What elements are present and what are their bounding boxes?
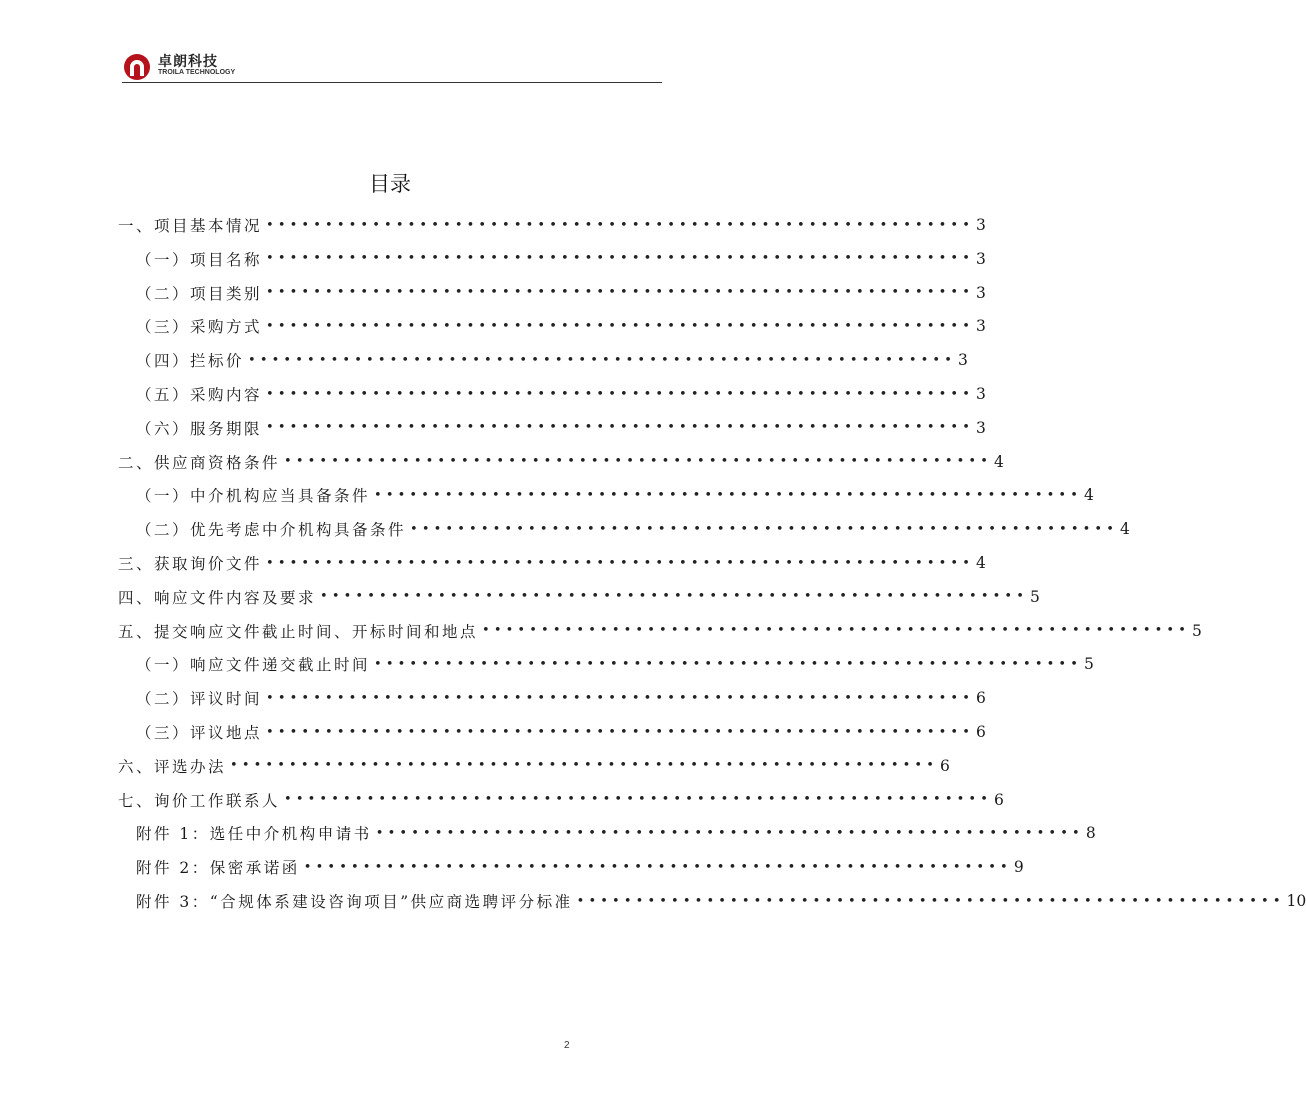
toc-dot-leader: • • • • • • • • • • • • • • • • • • • • • • • • • • • • • • • • • • • • • • • • • • • • • • • • • • • • • • • • • • • • [320, 589, 1024, 605]
toc-entry-page: 3 [976, 283, 986, 302]
toc-entry-page: 8 [1085, 824, 1096, 843]
toc-entry-title: （一）项目名称 [136, 250, 263, 269]
toc-entry-page: 3 [976, 216, 986, 234]
toc-entry-title: 七、询价工作联系人 [118, 791, 281, 810]
toc-dot-leader: • • • • • • • • • • • • • • • • • • • • • • • • • • • • • • • • • • • • • • • • • • • • • • • • • • • • • • • • • • • • [284, 792, 988, 808]
toc-dot-leader: • • • • • • • • • • • • • • • • • • • • • • • • • • • • • • • • • • • • • • • • • • • • • • • • • • • • • • • • • • • • [266, 724, 970, 740]
toc-entry[interactable] [136, 886, 1306, 916]
toc-entry-page: 4 [994, 452, 1004, 471]
toc-entry-page: 6 [976, 723, 986, 741]
toc-dot-leader: • • • • • • • • • • • • • • • • • • • • • • • • • • • • • • • • • • • • • • • • • • • • • • • • • • • • • • • • • • • • [248, 352, 952, 368]
toc-entry-page: 9 [1013, 858, 1024, 877]
toc-dot-leader: • • • • • • • • • • • • • • • • • • • • • • • • • • • • • • • • • • • • • • • • • • • • • • • • • • • • • • • • • • • • [266, 420, 970, 436]
toc-entry[interactable] [136, 717, 986, 747]
toc-entry-page: 3 [976, 249, 986, 268]
toc-entry-title: 附件 3：“合规体系建设咨询项目”供应商选聘评分标准 [136, 893, 573, 911]
toc-entry-title: 附件 2：保密承诺函 [136, 859, 300, 878]
toc-dot-leader: • • • • • • • • • • • • • • • • • • • • • • • • • • • • • • • • • • • • • • • • • • • • • • • • • • • • • • • • • • • • [266, 285, 970, 301]
toc-dot-leader: • • • • • • • • • • • • • • • • • • • • • • • • • • • • • • • • • • • • • • • • • • • • • • • • • • • • • • • • • • • • [375, 825, 1080, 841]
toc-dot-leader: • • • • • • • • • • • • • • • • • • • • • • • • • • • • • • • • • • • • • • • • • • • • • • • • • • • • • • • • • • • • [230, 758, 934, 774]
toc-dot-leader: • • • • • • • • • • • • • • • • • • • • • • • • • • • • • • • • • • • • • • • • • • • • • • • • • • • • • • • • • • • • [266, 251, 970, 267]
toc-entry[interactable] [136, 379, 986, 409]
toc-dot-leader: • • • • • • • • • • • • • • • • • • • • • • • • • • • • • • • • • • • • • • • • • • • • • • • • • • • • • • • • • • • • [266, 555, 970, 571]
toc-entry-title: 六、评选办法 [118, 757, 227, 776]
toc-entry[interactable] [118, 751, 950, 781]
toc-dot-leader: • • • • • • • • • • • • • • • • • • • • • • • • • • • • • • • • • • • • • • • • • • • • • • • • • • • • • • • • • • • • [266, 217, 970, 233]
toc-entry[interactable] [136, 413, 986, 443]
toc-entry[interactable] [118, 616, 1202, 646]
toc-entry-page: 5 [1030, 587, 1040, 606]
toc-entry-title: （三）评议地点 [136, 724, 263, 742]
toc-entry-page: 3 [976, 317, 986, 336]
page-number: 2 [564, 1040, 570, 1051]
toc-entry[interactable] [136, 480, 1094, 510]
toc-entry-title: （一）响应文件递交截止时间 [136, 656, 371, 675]
toc-dot-leader: • • • • • • • • • • • • • • • • • • • • • • • • • • • • • • • • • • • • • • • • • • • • • • • • • • • • • • • • • • • • [374, 656, 1078, 672]
toc-entry-page: 3 [958, 351, 968, 370]
toc-entry-title: 附件 1：选任中介机构申请书 [136, 825, 372, 844]
toc-entry-title: 五、提交响应文件截止时间、开标时间和地点 [118, 622, 479, 641]
toc-entry-title: （六）服务期限 [136, 419, 263, 438]
toc-dot-leader: • • • • • • • • • • • • • • • • • • • • • • • • • • • • • • • • • • • • • • • • • • • • • • • • • • • • • • • • • • • • [303, 859, 1008, 875]
toc-entry-page: 6 [940, 756, 950, 775]
toc-dot-leader: • • • • • • • • • • • • • • • • • • • • • • • • • • • • • • • • • • • • • • • • • • • • • • • • • • • • • • • • • • • • [284, 454, 988, 470]
toc-dot-leader: • • • • • • • • • • • • • • • • • • • • • • • • • • • • • • • • • • • • • • • • • • • • • • • • • • • • • • • • • • • • [482, 623, 1186, 639]
header-divider [122, 82, 662, 83]
brand-name-en: TROILA TECHNOLOGY [158, 69, 236, 76]
toc-dot-leader: • • • • • • • • • • • • • • • • • • • • • • • • • • • • • • • • • • • • • • • • • • • • • • • • • • • • • • • • • • • • [410, 521, 1114, 537]
toc-entry[interactable] [136, 311, 986, 341]
toc-entry-page: 6 [976, 689, 986, 708]
toc-entry-page: 3 [976, 418, 986, 437]
toc-dot-leader: • • • • • • • • • • • • • • • • • • • • • • • • • • • • • • • • • • • • • • • • • • • • • • • • • • • • • • • • • • • • [576, 893, 1281, 909]
toc-entry-title: （四）拦标价 [136, 352, 245, 371]
toc-entry-page: 4 [976, 554, 986, 572]
toc-entry-title: （五）采购内容 [136, 386, 263, 404]
toc-entry-title: （三）采购方式 [136, 318, 263, 337]
toc-entry-title: 三、获取询价文件 [118, 555, 263, 573]
toc-entry[interactable] [136, 514, 1130, 544]
toc-entry[interactable] [118, 447, 1004, 477]
toc-entry[interactable] [136, 244, 986, 274]
toc-entry-page: 5 [1192, 621, 1202, 640]
toc-entry[interactable] [136, 345, 968, 375]
brand-name-cn: 卓朗科技 [158, 54, 218, 70]
toc-entry-page: 4 [1120, 520, 1130, 539]
toc-entry-page: 6 [994, 790, 1004, 809]
toc-entry[interactable] [136, 818, 1096, 848]
toc-entry[interactable] [118, 785, 1004, 815]
toc-entry-title: （二）优先考虑中介机构具备条件 [136, 521, 407, 540]
toc-dot-leader: • • • • • • • • • • • • • • • • • • • • • • • • • • • • • • • • • • • • • • • • • • • • • • • • • • • • • • • • • • • • [374, 487, 1078, 503]
toc-entry-title: 四、响应文件内容及要求 [118, 588, 317, 607]
toc-entry[interactable] [118, 548, 986, 578]
toc-entry-page: 10 [1286, 892, 1306, 910]
toc-dot-leader: • • • • • • • • • • • • • • • • • • • • • • • • • • • • • • • • • • • • • • • • • • • • • • • • • • • • • • • • • • • • [266, 318, 970, 334]
toc-entry[interactable] [118, 210, 986, 240]
toc-entry-page: 5 [1084, 655, 1094, 674]
toc-entry-page: 3 [976, 385, 986, 403]
toc-entry-title: （一）中介机构应当具备条件 [136, 487, 371, 506]
toc-entry-title: （二）评议时间 [136, 690, 263, 709]
toc-entry[interactable] [136, 649, 1094, 679]
toc-entry-page: 4 [1084, 486, 1094, 505]
toc-dot-leader: • • • • • • • • • • • • • • • • • • • • • • • • • • • • • • • • • • • • • • • • • • • • • • • • • • • • • • • • • • • • [266, 690, 970, 706]
toc-entry[interactable] [136, 852, 1024, 882]
toc-entry[interactable] [136, 683, 986, 713]
toc-entry[interactable] [118, 582, 1040, 612]
toc-entry[interactable] [136, 278, 986, 308]
toc-title: 目录 [369, 172, 411, 196]
toc-entry-title: 一、项目基本情况 [118, 217, 263, 235]
toc-entry-title: （二）项目类别 [136, 284, 263, 303]
page-header [122, 48, 662, 84]
troila-logo-icon [122, 52, 152, 82]
toc-dot-leader: • • • • • • • • • • • • • • • • • • • • • • • • • • • • • • • • • • • • • • • • • • • • • • • • • • • • • • • • • • • • [266, 386, 970, 402]
toc-entry-title: 二、供应商资格条件 [118, 453, 281, 472]
